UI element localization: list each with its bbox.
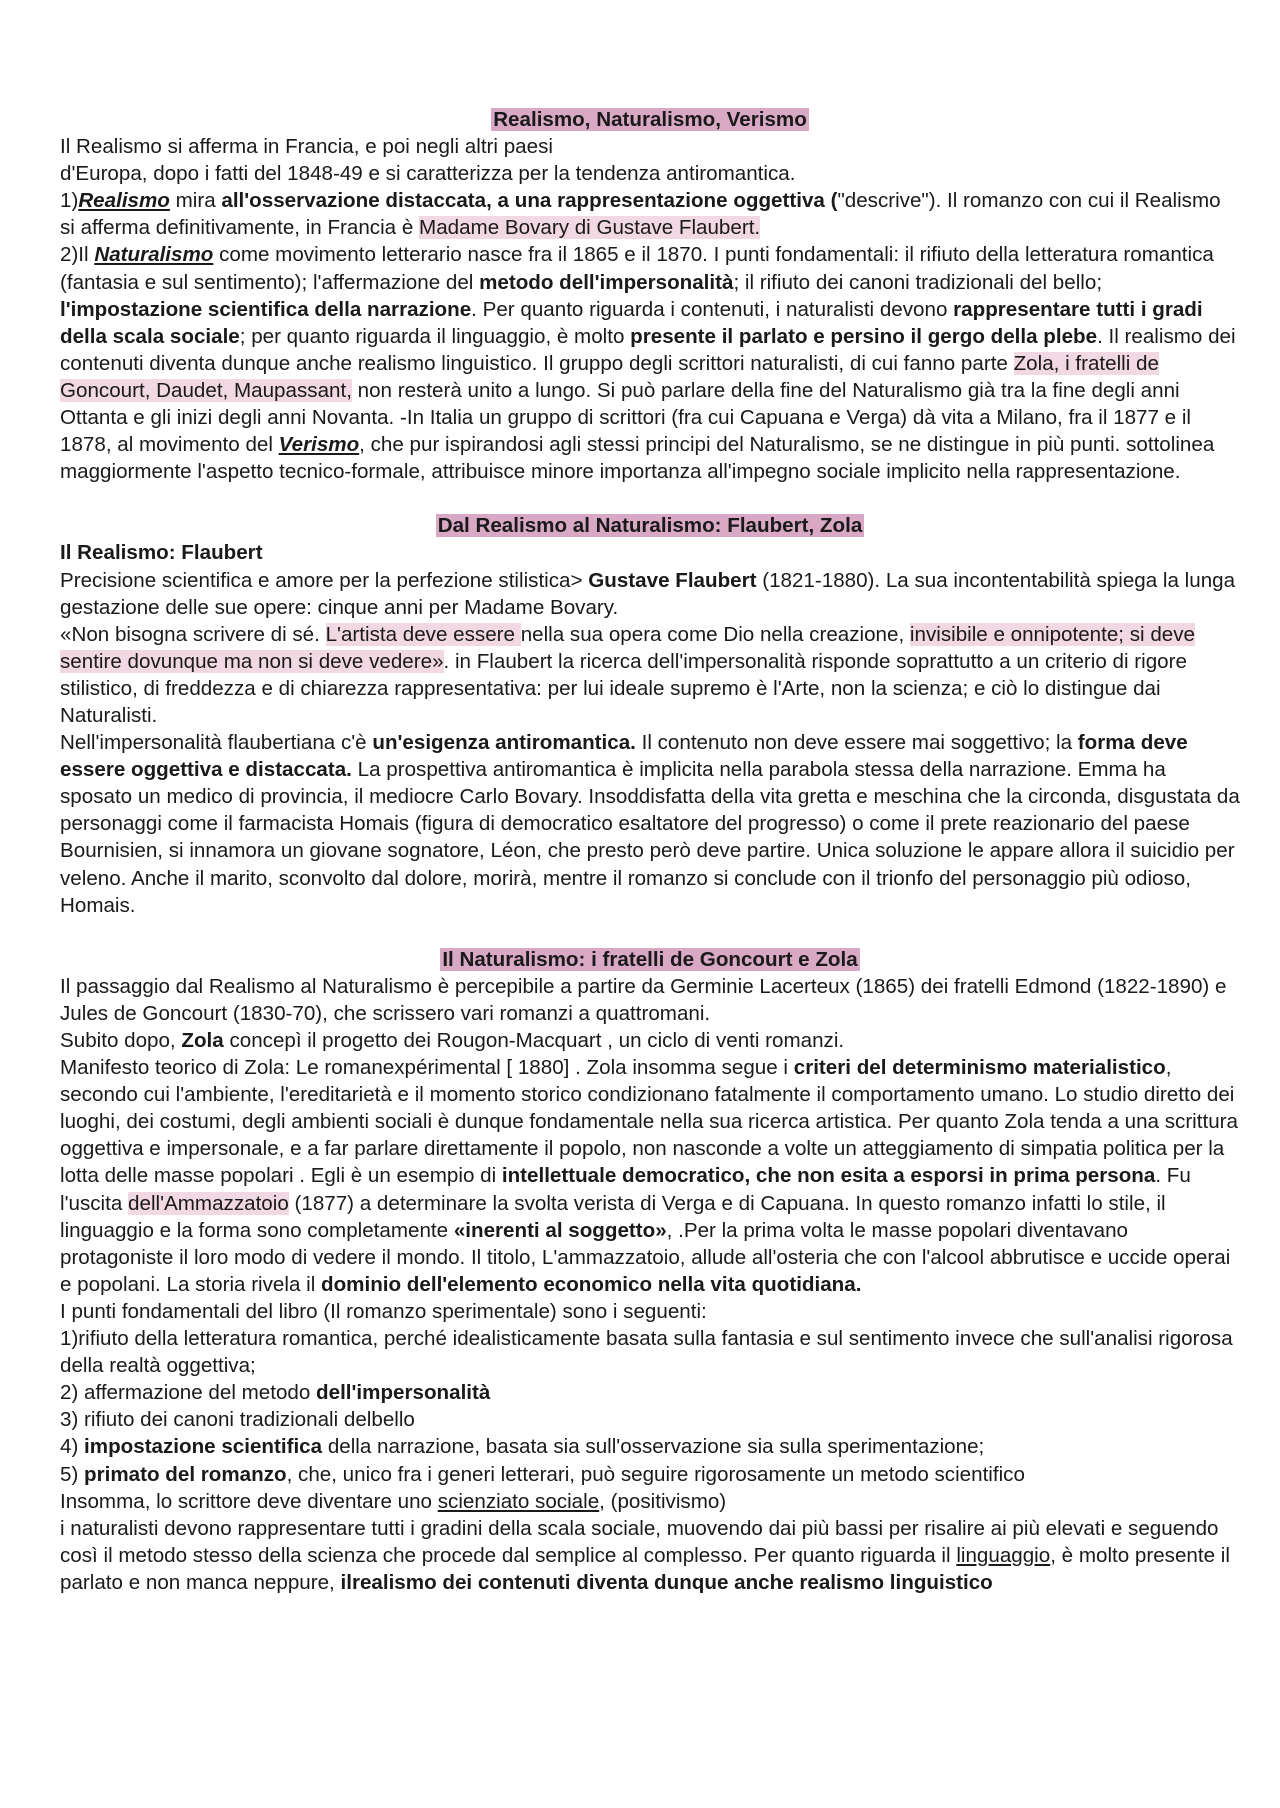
flaubert-paragraph-3: Nell'impersonalità flaubertiana c'è un'esigenza antiromantica. Il contenuto non deve essere mai soggettivo; la forma deve essere oggettiva e distaccata. La prospettiva antiromantica è implicita nella parabola stessa della narrazione. Emma ha sposato un medico di provincia, il mediocre Carlo Bovary. Insoddisfatta della vita gretta e meschina che la circonda, disgustata da personaggi come il farmacista Homais (figura di democratico esaltatore del progresso) o come il prete reazionario del paese Bournisien, si innamora un giovane sognatore, Léon, che presto però deve partire. Unica soluzione le appare allora il suicidio per veleno. Anche il marito, sconvolto dal dolore, morirà, mentre il romanzo si conclude con il trionfo del personaggio più odioso, Homais. (60, 731, 1240, 917)
intro-line-2: d'Europa, dopo i fatti del 1848-49 e si caratterizza per la tendenza antiromantica. (60, 162, 796, 186)
realismo-term: Realismo (78, 189, 170, 213)
flaubert-quote-paragraph: «Non bisogna scrivere di sé. L'artista deve essere nella sua opera come Dio nella creazione, invisibile e onnipotente; si deve sentire dovunque ma non si deve vedere». in Flaubert la ricerca dell'impersonalità risponde soprattutto a un criterio di rigore stilistico, di freddezza e di chiarezza rappresentativa: per lui ideale supremo è l'Arte, non la scienza; e ciò lo distingue dai Naturalisti. (60, 622, 1195, 727)
quote-highlight-2: invisibile e onnipotente; si deve sentire dovunque ma non si deve vedere» (60, 622, 1195, 673)
verismo-term: Verismo (278, 433, 360, 457)
key-point-2: 2) affermazione del metodo dell'impersonalità (60, 1381, 491, 1405)
subtitle-realismo-flaubert: Il Realismo: Flaubert (60, 541, 263, 565)
key-points-intro: I punti fondamentali del libro (Il romanzo sperimentale) sono i seguenti: (60, 1299, 707, 1323)
closing-paragraph: i naturalisti devono rappresentare tutti i gradini della scala sociale, muovendo dai più bassi per risalire ai più elevati e seguendo così il metodo stesso della scienza che procede dal semplice al complesso. Per quanto riguarda il linguaggio, è molto presente il parlato e non manca neppure, ilrealismo dei contenuti diventa dunque anche realismo linguistico (60, 1516, 1230, 1594)
zola-rougon-paragraph: Subito dopo, Zola concepì il progetto dei Rougon-Macquart , un ciclo di venti romanzi. (60, 1029, 845, 1052)
key-point-1: 1)rifiuto della letteratura romantica, perché idealisticamente basata sulla fantasia e sul sentimento invece che sull'analisi rigorosa della realtà oggettiva; (60, 1327, 1233, 1378)
linguaggio-underline: linguaggio (956, 1543, 1051, 1567)
scienziato-sociale-line: Insomma, lo scrittore deve diventare uno scienziato sociale, (positivismo) (60, 1489, 727, 1513)
madame-bovary-highlight: Madame Bovary di Gustave Flaubert. (419, 216, 761, 240)
section-title-flaubert-zola: Dal Realismo al Naturalismo: Flaubert, Zola (437, 514, 863, 538)
scienziato-sociale-underline: scienziato sociale (437, 1489, 600, 1513)
intro-line-1: Il Realismo si afferma in Francia, e poi negli altri paesi (60, 135, 553, 159)
naturalist-writers-highlight: Zola, i fratelli de Goncourt, Daudet, Maupassant, (60, 351, 1159, 402)
section-title-goncourt-zola: Il Naturalismo: i fratelli de Goncourt e Zola (442, 947, 858, 971)
key-point-4: 4) impostazione scientifica della narrazione, basata sia sull'osservazione sia sulla sperimentazione; (60, 1435, 985, 1459)
naturalismo-paragraph: 2)Il Naturalismo come movimento letterario nasce fra il 1865 e il 1870. I punti fondamentali: il rifiuto della letteratura romantica (fantasia e sul sentimento); l'affermazione del metodo dell'impersonalità; il rifiuto dei canoni tradizionali del bello; l'impostazione scientifica della narrazione. Per quanto riguarda i contenuti, i naturalisti devono rappresentare tutti i gradi della scala sociale; per quanto riguarda il linguaggio, è molto presente il parlato e persino il gergo della plebe. Il realismo dei contenuti diventa dunque anche realismo linguistico. Il gruppo degli scrittori naturalisti, di cui fanno parte Zola, i fratelli de Goncourt, Daudet, Maupassant, non resterà unito a lungo. Si può parlare della fine del Naturalismo già tra la fine degli anni Ottanta e gli inizi degli anni Novanta. -In Italia un gruppo di scrittori (fra cui Capuana e Verga) dà vita a Milano, fra il 1877 e il 1878, al movimento del Verismo, che pur ispirandosi agli stessi principi del Naturalismo, se ne distingue in più punti. sottolinea maggiormente l'aspetto tecnico-formale, attribuisce minore importanza all'impegno sociale implicito nella rappresentazione. (60, 243, 1236, 484)
key-point-3: 3) rifiuto dei canoni tradizionali delbello (60, 1408, 415, 1432)
section-title-realismo: Realismo, Naturalismo, Verismo (493, 108, 807, 131)
key-point-5: 5) primato del romanzo, che, unico fra i generi letterari, può seguire rigorosamente un metodo scientifico (60, 1462, 1025, 1486)
ammazzatoio-highlight: dell'Ammazzatoio (128, 1191, 289, 1215)
flaubert-paragraph-1: Precisione scientifica e amore per la perfezione stilistica> Gustave Flaubert (1821-1880). La sua incontentabilità spiega la lunga gestazione delle sue opere: cinque anni per Madame Bovary. (60, 568, 1236, 619)
quote-highlight-1: L'artista deve essere (325, 622, 521, 646)
zola-manifesto-paragraph: Manifesto teorico di Zola: Le romanexpérimental [ 1880] . Zola insomma segue i criteri del determinismo materialistico, secondo cui l'ambiente, l'ereditarietà e il momento storico condizionano fatalmente il comportamento umano. Lo studio diretto dei luoghi, dei costumi, degli ambienti sociali è dunque fondamentale nella sua ricerca artistica. Per quanto Zola tenda a una scrittura oggettiva e impersonale, e a far parlare direttamente il popolo, non nasconde a volte un atteggiamento di simpatia politica per la lotta delle masse popolari . Egli è un esempio di intellettuale democratico, che non esita a esporsi in prima persona. Fu l'uscita dell'Ammazzatoio (1877) a determinare la svolta verista di Verga e di Capuana. In questo romanzo infatti lo stile, il linguaggio e la forma sono completamente «inerenti al soggetto», .Per la prima volta le masse popolari diventavano protagoniste il loro modo di vedere il mondo. Il titolo, L'ammazzatoio, allude all'osteria che con l'alcool abbrutisce e uccide operai e popolani. La storia rivela il dominio dell'elemento economico nella vita quotidiana. (60, 1056, 1238, 1296)
realismo-paragraph: 1)Realismo mira all'osservazione distaccata, a una rappresentazione oggettiva ("descrive"). Il romanzo con cui il Realismo si afferma definitivamente, in Francia è Madame Bovary di Gustave Flaubert. (60, 189, 1221, 240)
goncourt-paragraph: Il passaggio dal Realismo al Naturalismo è percepibile a partire da Germinie Lacerteux (1865) dei fratelli Edmond (1822-1890) e Jules de Goncourt (1830-70), che scrissero vari romanzi a quattromani. (60, 974, 1227, 1025)
naturalismo-term: Naturalismo (94, 243, 214, 267)
document-page (60, 106, 1240, 1596)
